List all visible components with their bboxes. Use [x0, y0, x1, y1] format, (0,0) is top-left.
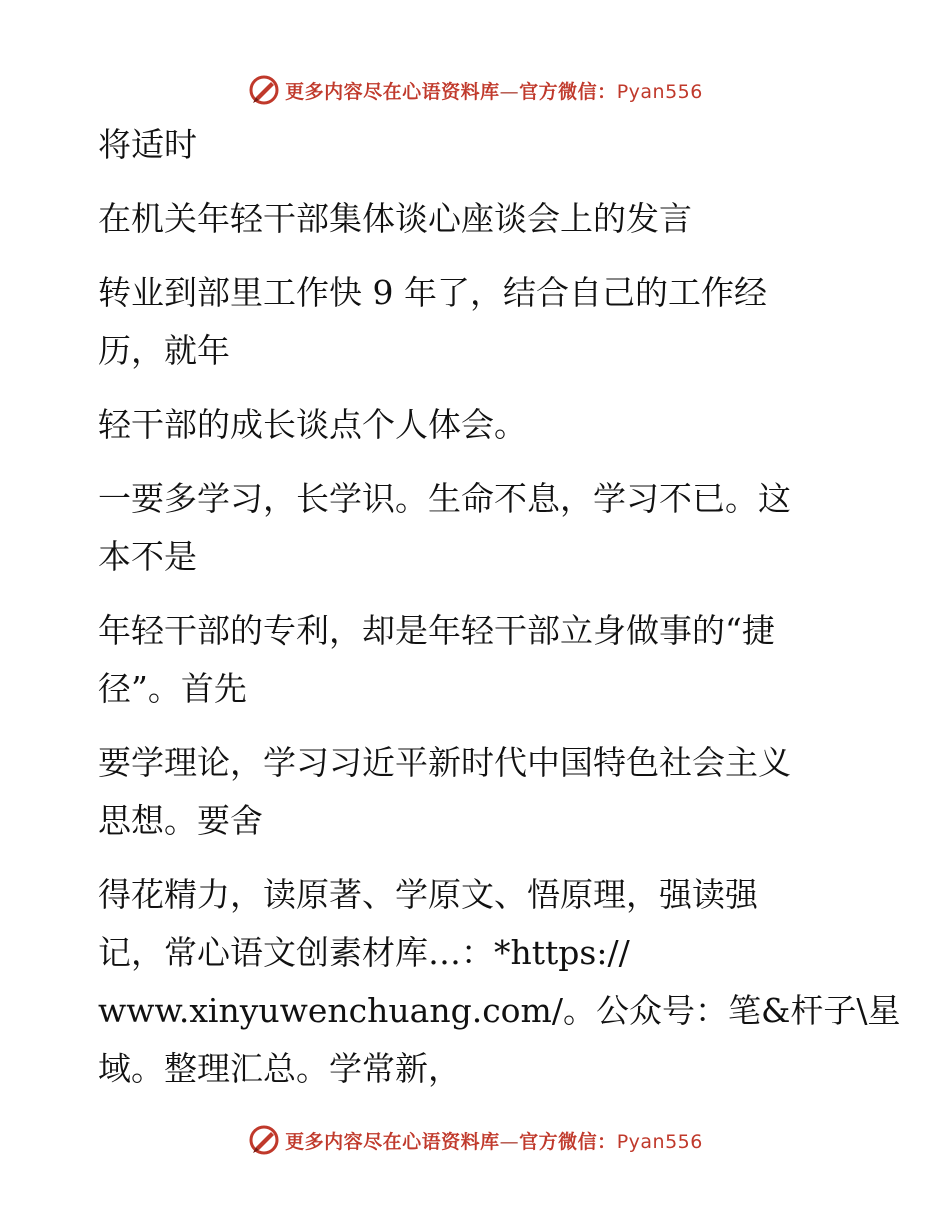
text-line: 年轻干部的专利，却是年轻干部立身做事的“捷 — [98, 611, 775, 650]
watermark-text: 更多内容尽在心语资料库—官方微信：Pyan556 — [285, 1130, 703, 1153]
text-line: 要学理论，学习习近平新时代中国特色社会主义 — [98, 743, 791, 782]
text-line: 记，常心语文创素材库…：*https:// — [98, 933, 630, 972]
text-line: 得花精力，读原著、学原文、悟原理，强读强 — [98, 875, 758, 914]
pen-logo-icon — [247, 1123, 281, 1157]
text-line: 思想。要舍 — [98, 801, 263, 840]
text-line: 径”。首先 — [98, 669, 247, 708]
watermark-text: 更多内容尽在心语资料库—官方微信：Pyan556 — [285, 80, 703, 103]
pen-logo-icon — [247, 73, 281, 107]
footer-watermark — [0, 1120, 950, 1160]
text-line: 本不是 — [98, 537, 197, 576]
text-line: www.xinyuwenchuang.com/。公众号：笔&杆子\星 — [98, 991, 901, 1030]
text-line: 域。整理汇总。学常新， — [98, 1049, 461, 1088]
text-line: 轻干部的成长谈点个人体会。 — [98, 405, 527, 444]
document-body — [98, 116, 901, 1098]
text-line: 一要多学习，长学识。生命不息，学习不已。这 — [98, 479, 791, 518]
text-line: 转业到部里工作快 9 年了，结合自己的工作经 — [98, 273, 767, 312]
header-watermark — [0, 70, 950, 110]
text-line: 将适时 — [98, 125, 197, 164]
text-line: 历，就年 — [98, 331, 230, 370]
document-title: 在机关年轻干部集体谈心座谈会上的发言 — [98, 199, 692, 238]
